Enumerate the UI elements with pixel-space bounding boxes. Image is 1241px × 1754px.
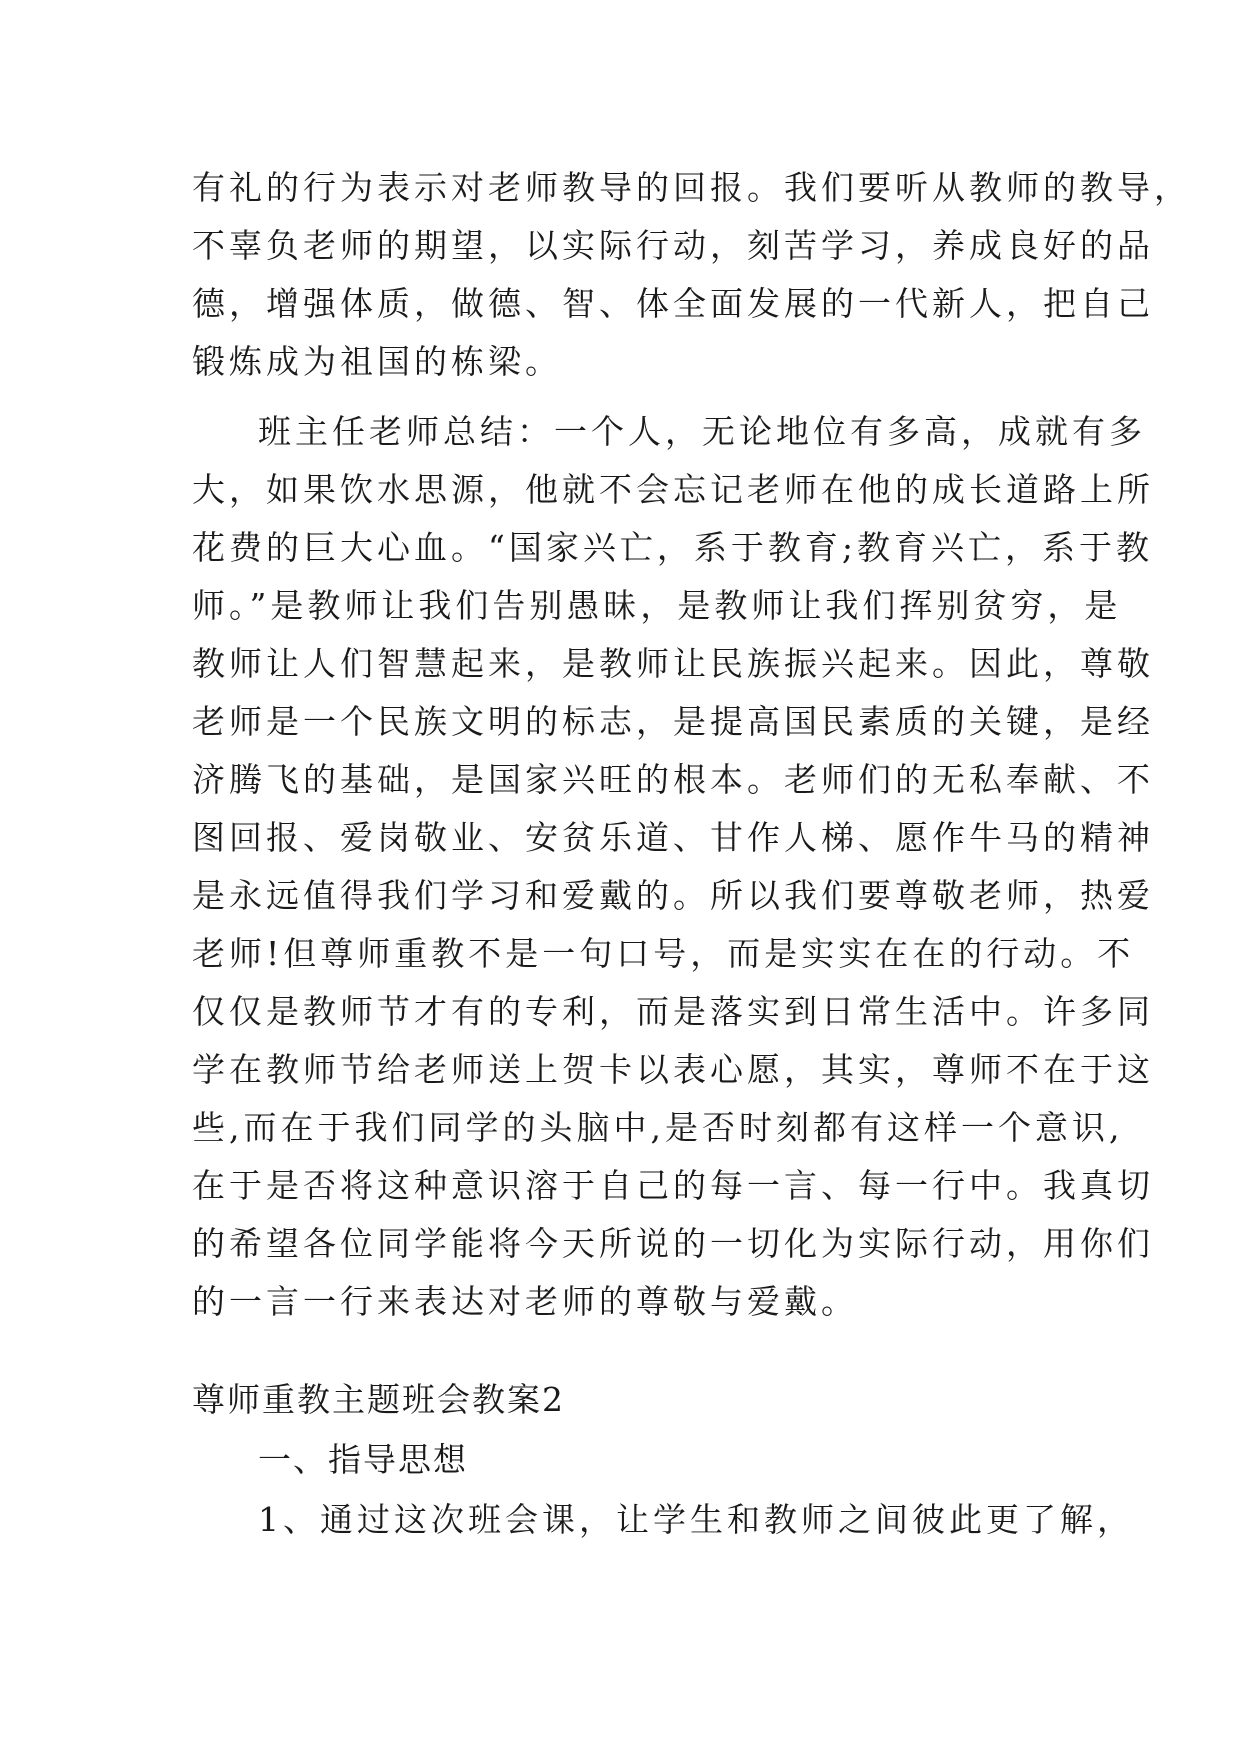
- text-line: 学在教师节给老师送上贺卡以表心愿，其实，尊师不在于这: [192, 1050, 1154, 1089]
- text-line: 老师!但尊师重教不是一句口号，而是实实在在的行动。不: [192, 934, 1135, 973]
- section-title: 尊师重教主题班会教案2: [192, 1380, 565, 1419]
- text-line: 花费的巨大心血。“国家兴亡，系于教育;教育兴亡，系于教: [192, 528, 1153, 567]
- text-line: 有礼的行为表示对老师教导的回报。我们要听从教师的教导，: [192, 168, 1191, 207]
- text-line: 仅仅是教师节才有的专利，而是落实到日常生活中。许多同: [192, 992, 1154, 1031]
- text-line: 老师是一个民族文明的标志，是提高国民素质的关键，是经: [192, 702, 1154, 741]
- text-line: 大，如果饮水思源，他就不会忘记老师在他的成长道路上所: [192, 470, 1154, 509]
- text-line: 师。”是教师让我们告别愚昧，是教师让我们挥别贫穷，是: [192, 586, 1122, 625]
- text-line: 的一言一行来表达对老师的尊敬与爱戴。: [192, 1282, 858, 1321]
- list-item: 1、通过这次班会课，让学生和教师之间彼此更了解，: [258, 1500, 1134, 1539]
- text-line: 在于是否将这种意识溶于自己的每一言、每一行中。我真切: [192, 1166, 1154, 1205]
- text-line: 济腾飞的基础，是国家兴旺的根本。老师们的无私奉献、不: [192, 760, 1154, 799]
- text-line: 德，增强体质，做德、智、体全面发展的一代新人，把自己: [192, 284, 1154, 323]
- text-line: 些,而在于我们同学的头脑中,是否时刻都有这样一个意识,: [192, 1108, 1124, 1147]
- subheading: 一、指导思想: [258, 1440, 468, 1479]
- text-line: 不辜负老师的期望，以实际行动，刻苦学习，养成良好的品: [192, 226, 1154, 265]
- text-line: 锻炼成为祖国的栋梁。: [192, 342, 562, 381]
- text-line: 图回报、爱岗敬业、安贫乐道、甘作人梯、愿作牛马的精神: [192, 818, 1154, 857]
- text-line: 是永远值得我们学习和爱戴的。所以我们要尊敬老师，热爱: [192, 876, 1154, 915]
- text-line: 教师让人们智慧起来，是教师让民族振兴起来。因此，尊敬: [192, 644, 1154, 683]
- text-line: 班主任老师总结：一个人，无论地位有多高，成就有多: [258, 412, 1146, 451]
- text-line: 的希望各位同学能将今天所说的一切化为实际行动，用你们: [192, 1224, 1154, 1263]
